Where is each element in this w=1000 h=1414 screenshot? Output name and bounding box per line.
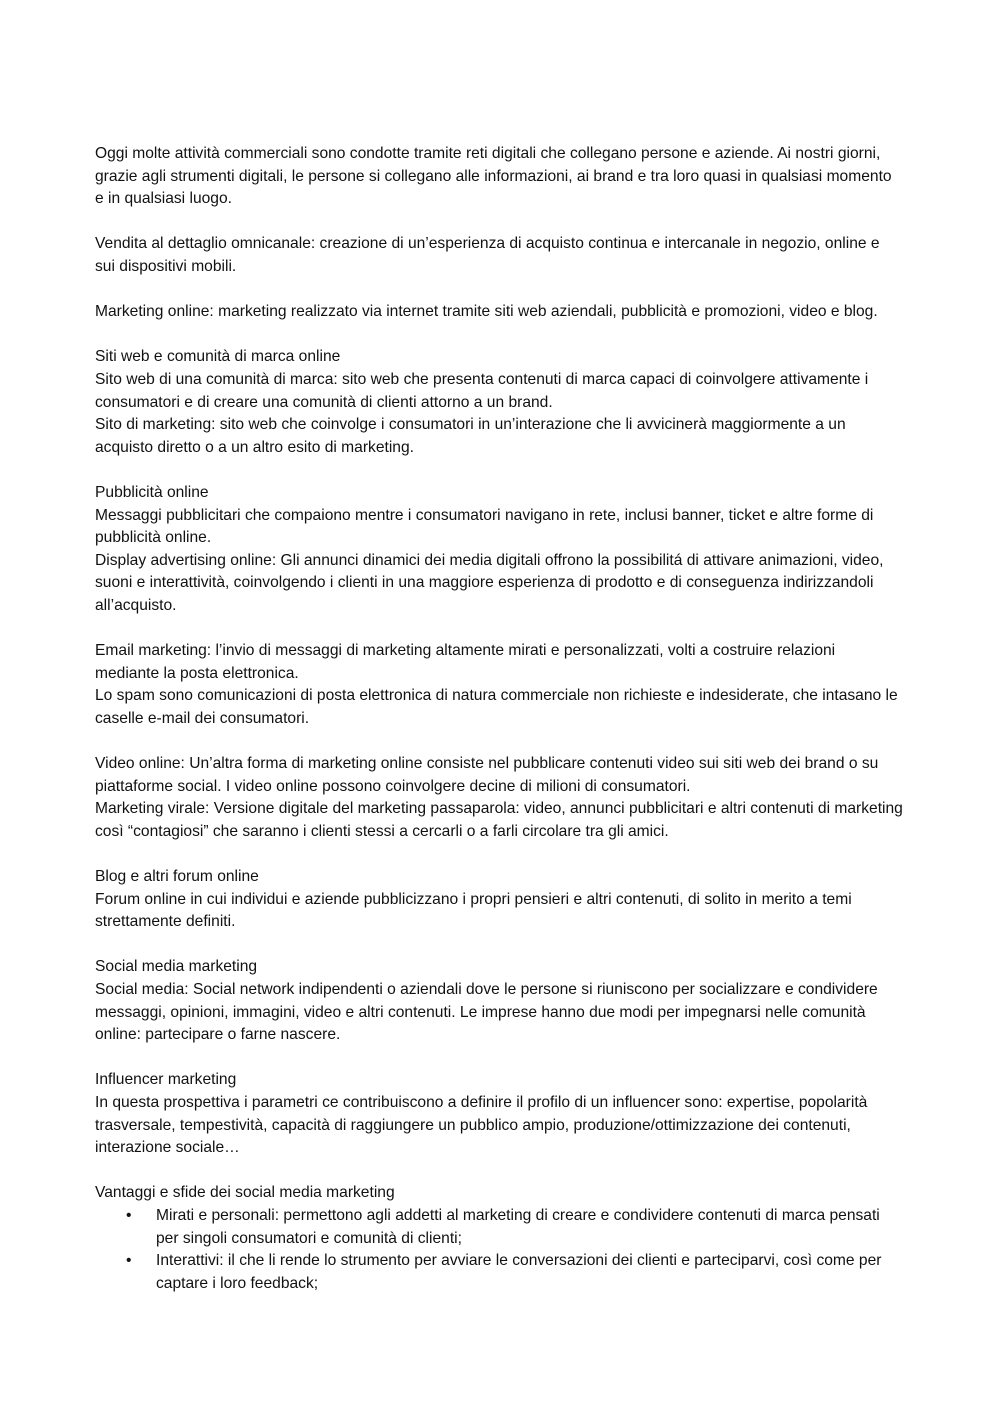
paragraph-online-marketing <box>95 301 903 324</box>
paragraph-influencer <box>95 1069 903 1159</box>
paragraph-video-online <box>95 753 903 843</box>
list-item-text: Mirati e personali: permettono agli addetti al marketing di creare e condividere contenuti di marca pensati per singoli consumatori e comunità di clienti; <box>156 1206 880 1247</box>
section-heading: Siti web e comunità di marca online <box>95 348 341 366</box>
paragraph-blog-forum <box>95 866 903 934</box>
paragraph-text: Oggi molte attività commerciali sono condotte tramite reti digitali che collegano persone e aziende. Ai nostri giorni, grazie agli strumenti digitali, le persone si collegano alle informazioni, ai brand e tra loro quasi in qualsiasi momento e in qualsiasi luogo. <box>95 145 892 208</box>
paragraph-omnichannel-retail <box>95 233 903 278</box>
paragraph-text: Marketing virale: Versione digitale del marketing passaparola: video, annunci pubblicitari e altri contenuti di marketing così “contagiosi” che saranno i clienti stessi a cercarli o a farli circolare tra gli amici. <box>95 800 903 840</box>
section-heading: Social media marketing <box>95 958 258 976</box>
paragraph-text: Sito di marketing: sito web che coinvolge i consumatori in un’interazione che li avvicinerà maggiormente a un acquisto diretto o a un altro esito di marketing. <box>95 416 846 456</box>
paragraph-text: Social media: Social network indipendenti o aziendali dove le persone si riuniscono per socializzare e condividere messaggi, opinioni, immagini, video e altri contenuti. Le imprese hanno due modi per impegnarsi nelle comunità online: partecipare o farne nascere. <box>95 980 878 1044</box>
paragraph-text: Sito web di una comunità di marca: sito web che presenta contenuti di marca capaci di coinvolgere attivamente i consumatori e di creare una comunità di clienti attorno a un brand. <box>95 370 869 411</box>
paragraph-email-marketing <box>95 640 903 730</box>
section-heading: Vantaggi e sfide dei social media marketing <box>95 1184 395 1202</box>
section-heading: Pubblicità online <box>95 483 209 501</box>
paragraph-text: Lo spam sono comunicazioni di posta elettronica di natura commerciale non richieste e indesiderate, che intasano le caselle e-mail dei consumatori. <box>95 687 898 727</box>
paragraph-text: In questa prospettiva i parametri ce contribuiscono a definire il profilo di un influencer sono: expertise, popolarità trasversale, tempestività, capacità di raggiungere un pubblico ampio, produzione/ottimizzazione dei contenuti, interazione sociale… <box>95 1093 868 1157</box>
paragraph-online-advertising <box>95 482 903 618</box>
section-advantages <box>95 1182 903 1295</box>
paragraph-text: Vendita al dettaglio omnicanale: creazione di un’esperienza di acquisto continua e intercanale in negozio, online e sui dispositivi mobili. <box>95 235 880 275</box>
list-item <box>95 1250 903 1295</box>
paragraph-text: Messaggi pubblicitari che compaiono mentre i consumatori navigano in rete, inclusi banner, ticket e altre forme di pubblicità online. <box>95 506 874 547</box>
bullet-list <box>95 1205 903 1295</box>
bullet-icon: • <box>126 1252 132 1270</box>
paragraph-text: Display advertising online: Gli annunci dinamici dei media digitali offrono la possibilitá di attivare animazioni, video, suoni e interattività, coinvolgendo i clienti in una maggiore esperienza di prodotto e di conseguenza indirizzandoli all’acquisto. <box>95 551 884 614</box>
section-heading: Influencer marketing <box>95 1071 237 1089</box>
paragraph-intro <box>95 143 903 211</box>
document-page <box>95 143 903 1295</box>
paragraph-social-media <box>95 956 903 1046</box>
list-item <box>95 1205 903 1250</box>
paragraph-text: Marketing online: marketing realizzato via internet tramite siti web aziendali, pubblicità e promozioni, video e blog. <box>95 303 878 321</box>
list-item-text: Interattivi: il che li rende lo strumento per avviare le conversazioni dei clienti e parteciparvi, così come per captare i loro feedback; <box>156 1252 882 1292</box>
paragraph-text: Forum online in cui individui e aziende pubblicizzano i propri pensieri e altri contenuti, di solito in merito a temi strettamente definiti. <box>95 890 852 931</box>
paragraph-brand-community <box>95 346 903 459</box>
section-heading: Blog e altri forum online <box>95 868 259 885</box>
paragraph-text: Video online: Un’altra forma di marketing online consiste nel pubblicare contenuti video sui siti web dei brand o su piattaforme social. I video online possono coinvolgere decine di milioni di consumatori. <box>95 755 879 795</box>
paragraph-text: Email marketing: l’invio di messaggi di marketing altamente mirati e personalizzati, volti a costruire relazioni mediante la posta elettronica. <box>95 642 836 682</box>
bullet-icon: • <box>126 1206 132 1224</box>
